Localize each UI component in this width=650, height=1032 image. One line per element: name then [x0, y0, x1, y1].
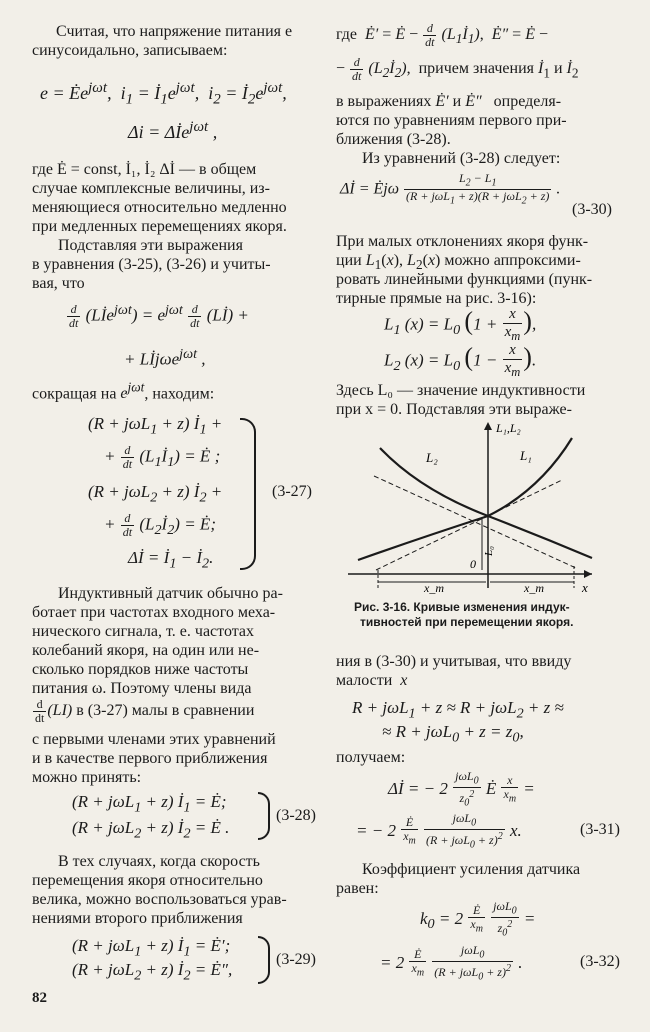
eq327-brace — [240, 418, 256, 570]
curve-l2-label: L₂ — [426, 450, 438, 465]
right-p1-line1: где Ė′ = Ė − $\frac{d}{dt}$ $(L_1İ_1)$, Ė″ = Ė − — [336, 21, 548, 49]
eq327-line1: (R + jωL$_1$ + z) $İ_1$ + — [88, 414, 223, 438]
eq327-line2: + $\frac{d}{dt}$ $(L_1İ_1)$ = Ė ; — [104, 443, 221, 471]
x-axis-label: x — [582, 580, 588, 595]
origin-label: 0 — [470, 557, 476, 571]
eq327-line3: (R + jωL$_2$ + z) $İ_2$ + — [88, 482, 223, 506]
left-p6-line2: перемещения якоря относительно — [32, 872, 263, 889]
eq331-number: (3-31) — [580, 821, 620, 838]
right-p7-line2: равен: — [336, 880, 379, 897]
y-axis-arrow — [484, 422, 492, 430]
equation-derivative-line2: + Lİjωe$^{j\omega t}$ , — [124, 346, 206, 369]
right-p5-line2: малости x — [336, 672, 408, 689]
left-p5-line9: и в качестве первого приближения — [32, 750, 268, 767]
left-p6-line3: велика, можно воспользоваться урав- — [32, 891, 287, 908]
left-p4: сокращая на $e^{j\omega t}$, находим: — [32, 380, 215, 403]
left-p2-line4: при медленных перемещениях якоря. — [32, 218, 287, 235]
right-p1-line5: ближения (3-28). — [336, 131, 451, 148]
left-p5-line7: $\frac{d}{dt}$ (LI) в (3-27) малы в сравнении — [35, 697, 255, 725]
right-p1-line4: ются по уравнениям первого при- — [336, 112, 567, 129]
eq328-brace — [258, 792, 270, 840]
xm-right-label: x_m — [524, 581, 544, 595]
right-p3-line3: ровать линейными функциями (пунк- — [336, 271, 593, 288]
eq331-line1: Δİ = − 2 $\frac{j\omega L_0}{z_0^2}$ Ė $\frac{x}{x_m}$ = — [388, 769, 535, 809]
equation-delta-i: Δi = Δİe$^{j\omega t}$ , — [128, 119, 218, 142]
figure-caption-line1: Рис. 3-16. Кривые изменения индук- — [354, 600, 570, 614]
eq-approx-line2: ≈ $R + j\omega L_0 + z = z_0$, — [382, 722, 524, 746]
left-p5-line1: Индуктивный датчик обычно ра- — [58, 585, 283, 602]
left-p2-line3: меняющиеся относительно медленно — [32, 199, 287, 216]
page-number: 82 — [32, 990, 47, 1006]
eq-approx-line1: R + jωL$_1$ + z ≈ R + jωL$_2$ + z ≈ — [352, 698, 564, 722]
figure-caption-line2: тивностей при перемещении якоря. — [360, 615, 574, 629]
left-p5-line8: с первыми членами этих уравнений — [32, 731, 276, 748]
xm-left-label: x_m — [424, 581, 444, 595]
equation-derivative-line1: $\frac{d}{dt}$ (Lİe$^{j\omega t}$) = $e^{j\omega t}$ $\frac{d}{dt}$ (Lİ) + — [69, 302, 249, 331]
eq329-line1: (R + jωL$_1$ + z) $İ_1$ = Ė′; — [72, 936, 231, 960]
left-p5-line3: нического сигнала, т. е. частотах — [32, 623, 255, 640]
right-p3-line2: ции $L_1(x)$, $L_2(x)$ можно аппроксими- — [336, 252, 581, 273]
x-axis-arrow — [584, 570, 592, 578]
left-p6-line4: нениями второго приближения — [32, 910, 243, 927]
l0-label: L₀ — [483, 546, 495, 556]
left-p5-line2: ботает при частотах входного меха- — [32, 604, 276, 621]
eq332-line1: $k_0 = 2$ $\frac{Ė}{x_m}$ $\frac{j\omega L_0}{z_0^2}$ = — [420, 899, 536, 939]
right-p7-line1: Коэффициент усиления датчика — [362, 861, 581, 878]
eq328-number: (3-28) — [276, 807, 316, 824]
eq329-brace — [258, 936, 270, 984]
eq327-number: (3-27) — [272, 483, 312, 500]
left-p5-line10: можно принять: — [32, 769, 142, 786]
left-p2-line1: где Ė = const, İ₁, İ₂ Δİ — в общем — [32, 161, 257, 178]
eq328-line2: (R + jωL$_2$ + z) $İ_2$ = Ė . — [72, 818, 230, 842]
eq332-line2: = 2 $\frac{Ė}{x_m}$ $\frac{j\omega L_0}{(R + j\omega L_0 + z)^2}$ . — [380, 943, 523, 983]
right-p3-line4: тирные прямые на рис. 3-16): — [336, 290, 537, 307]
left-p1-line2: синусоидально, записываем: — [32, 42, 228, 59]
left-p2-line2: случае комплексные величины, из- — [32, 180, 270, 197]
eq328-line1: (R + jωL$_1$ + z) $İ_1$ = Ė; — [72, 792, 227, 816]
eq329-number: (3-29) — [276, 951, 316, 968]
right-p1-line3: в выражениях Ė′ и Ė″ определя- — [336, 93, 562, 110]
right-p4-line1: Здесь L₀ — значение индуктивности — [336, 382, 586, 399]
y-axis-label: L₁,L₂ — [496, 421, 521, 435]
right-p3-line1: При малых отклонениях якоря функ- — [336, 233, 589, 250]
eq332-number: (3-32) — [580, 953, 620, 970]
right-p4-line2: при x = 0. Подставляя эти выраже- — [336, 401, 572, 418]
left-p6-line1: В тех случаях, когда скорость — [58, 853, 260, 870]
eq330-number: (3-30) — [572, 201, 612, 218]
curve-l1-label: L₁ — [520, 448, 532, 463]
left-p1-line1: Считая, что напряжение питания e — [56, 23, 293, 40]
figure-3-16 — [340, 418, 602, 596]
tangent-l1 — [376, 480, 562, 570]
right-p5-line1: ния в (3-30) и учитывая, что ввиду — [336, 653, 572, 670]
right-p6: получаем: — [336, 749, 406, 766]
eq327-line5: Δİ = $İ_1$ − $İ_2$. — [128, 548, 214, 572]
tangent-l2 — [374, 476, 576, 568]
eq-L2: $L_2$ $(x) = L_0$ (1 − $\frac{x}{x_m}$ ). — [384, 342, 537, 379]
right-p1-line2: − $\frac{d}{dt}$ $(L_2İ_2)$, причем значения $İ_1$ и $İ_2$ — [336, 55, 579, 83]
left-p5-line5: сколько порядков ниже частоты — [32, 661, 249, 678]
right-p2: Из уравнений (3-28) следует: — [362, 150, 561, 167]
left-p3-line1: Подставляя эти выражения — [58, 237, 243, 254]
left-p3-line2: в уравнения (3-25), (3-26) и учиты- — [32, 256, 271, 273]
left-p5-line6: питания ω. Поэтому члены вида — [32, 680, 252, 697]
curve-l1 — [358, 438, 572, 560]
eq330: Δİ = Ėjω $\frac{L_2 - L_1}{(R + j\omega L_1 + z)(R + j\omega L_2 + z)}$ . — [340, 171, 561, 207]
eq329-line2: (R + jωL$_2$ + z) $İ_2$ = Ė″, — [72, 960, 233, 984]
left-p3-line3: вая, что — [32, 275, 85, 292]
eq327-line4: + $\frac{d}{dt}$ $(L_2İ_2)$ = Ė; — [104, 511, 216, 539]
eq-L1: $L_1$ $(x) = L_0$ (1 + $\frac{x}{x_m}$ ), — [384, 306, 537, 343]
equation-phasors: $e = Ėe^{j\omega t}$, $i_1$ = $İ_1e^{j\omega t}$, $i_2$ = $İ_2e^{j\omega t}$, — [40, 80, 287, 108]
left-p5-line4: колебаний якоря, на один или не- — [32, 642, 260, 659]
eq331-line2: = − 2 $\frac{Ė}{x_m}$ $\frac{j\omega L_0}{(R + j\omega L_0 + z)^2}$ x. — [356, 811, 522, 851]
